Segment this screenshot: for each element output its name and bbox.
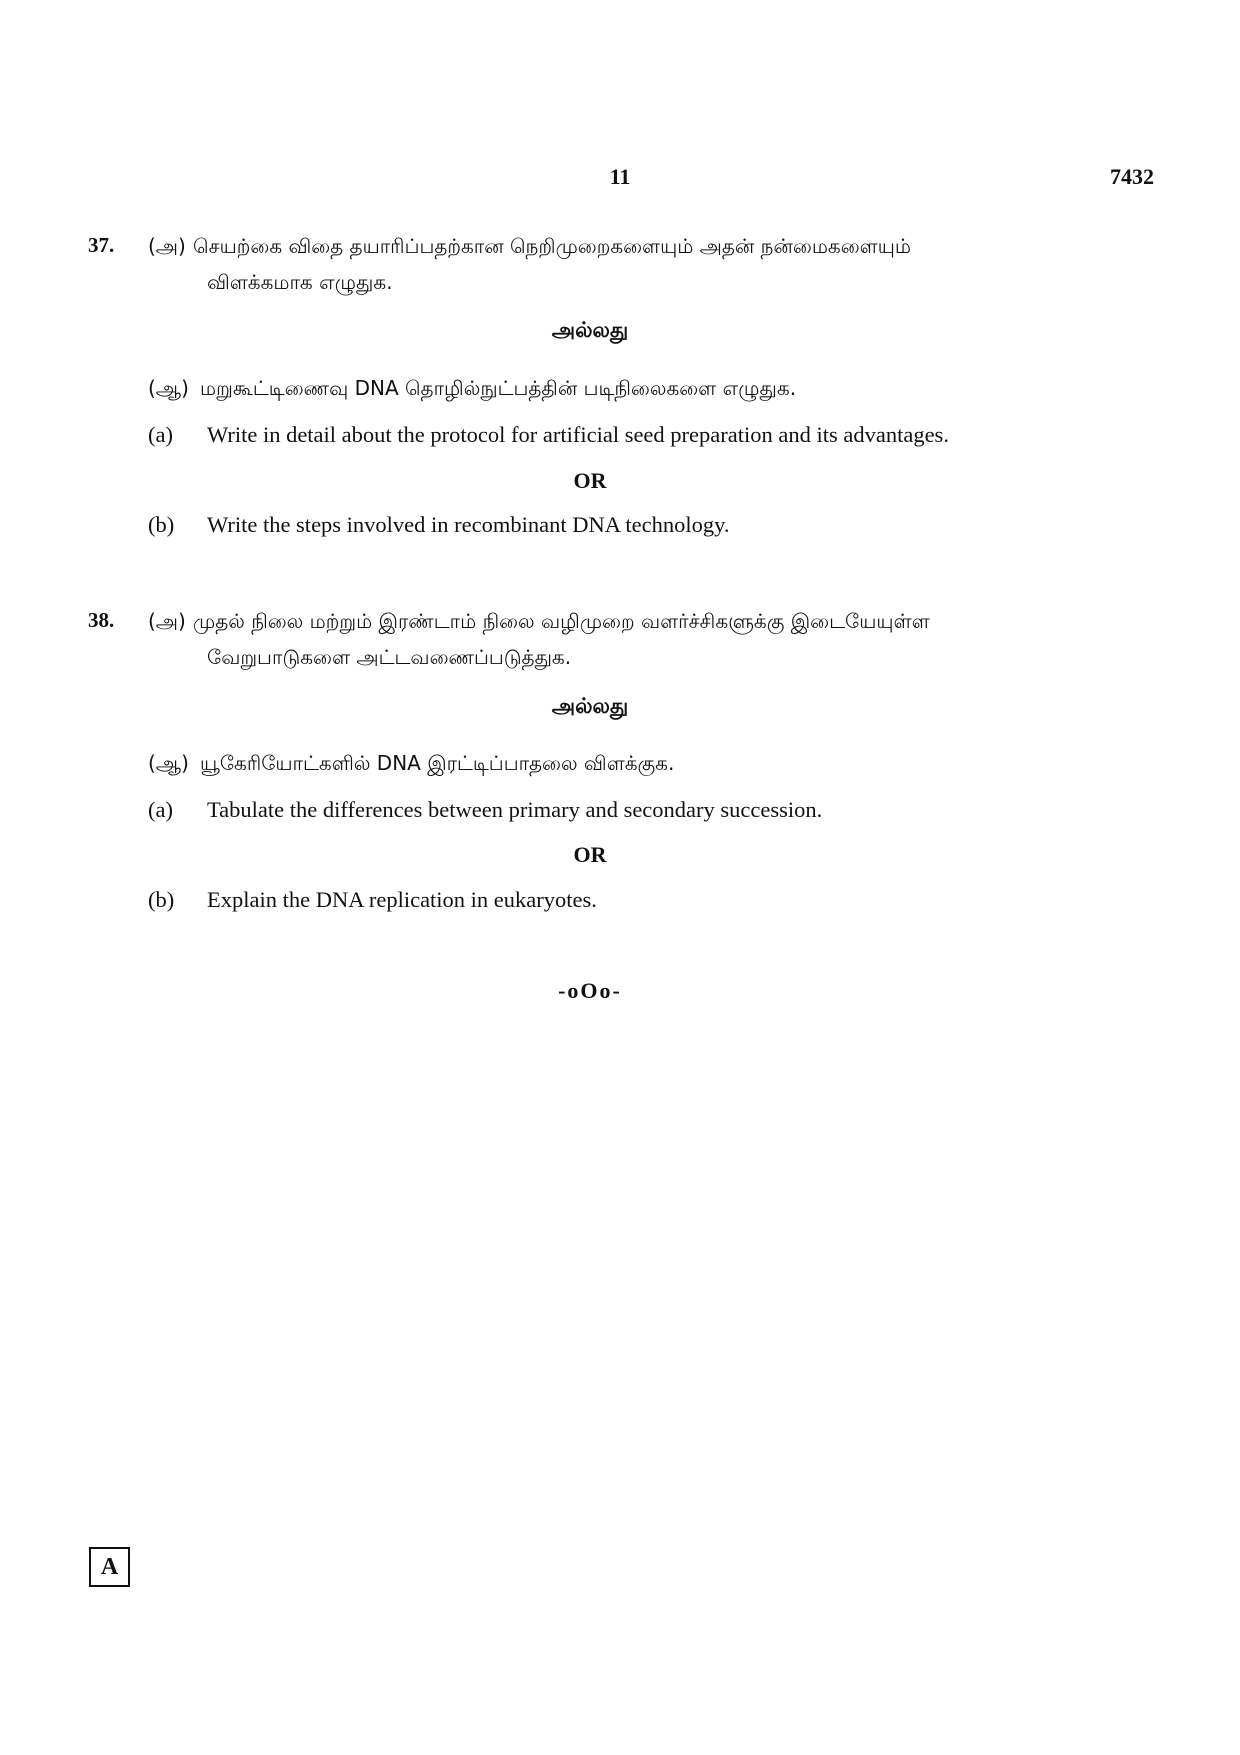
tamil-option-a-mark: (அ)	[148, 234, 186, 258]
tamil-option-a-text: முதல் நிலை மற்றும் இரண்டாம் நிலை வழிமுறை வளர்ச்சிகளுக்கு இடையேயுள்ள	[193, 609, 930, 633]
question-number: 38.	[88, 608, 115, 632]
tamil-option-b-mark: (ஆ)	[148, 376, 189, 400]
tamil-option-a-text-cont: வேறுபாடுகளை அட்டவணைப்படுத்துக.	[207, 645, 572, 669]
tamil-option-a-mark: (அ)	[148, 609, 186, 633]
tamil-option-a-text: செயற்கை விதை தயாரிப்பதற்கான நெறிமுறைகளையும் அதன் நன்மைகளையும்	[193, 234, 911, 258]
tamil-option-b-text: யூகேரியோட்களில் DNA இரட்டிப்பாதலை விளக்குக.	[200, 751, 675, 775]
question-number: 37.	[88, 233, 115, 257]
english-option-a-text: Tabulate the differences between primary and secondary succession.	[207, 797, 823, 822]
english-or-divider: OR	[573, 842, 607, 867]
english-option-a-mark: (a)	[148, 797, 173, 822]
paper-code: 7432	[1110, 164, 1154, 189]
end-of-paper-mark: -oOo-	[558, 978, 622, 1003]
tamil-option-a-text-cont: விளக்கமாக எழுதுக.	[207, 270, 393, 294]
tamil-or-divider: அல்லது	[551, 694, 629, 718]
english-option-b-mark: (b)	[148, 887, 175, 912]
booklet-series-box: A	[89, 1547, 130, 1587]
english-option-b-text: Write the steps involved in recombinant DNA technology.	[207, 512, 730, 537]
english-option-a-mark: (a)	[148, 422, 173, 447]
english-option-b-text: Explain the DNA replication in eukaryotes.	[207, 887, 597, 912]
english-or-divider: OR	[573, 468, 607, 493]
page-number: 11	[609, 164, 631, 189]
tamil-option-b-mark: (ஆ)	[148, 751, 189, 775]
tamil-or-divider: அல்லது	[551, 318, 629, 342]
english-option-a-text: Write in detail about the protocol for artificial seed preparation and its advantages.	[207, 422, 949, 447]
english-option-b-mark: (b)	[148, 512, 175, 537]
tamil-option-b-text: மறுகூட்டிணைவு DNA தொழில்நுட்பத்தின் படிநிலைகளை எழுதுக.	[200, 376, 797, 400]
